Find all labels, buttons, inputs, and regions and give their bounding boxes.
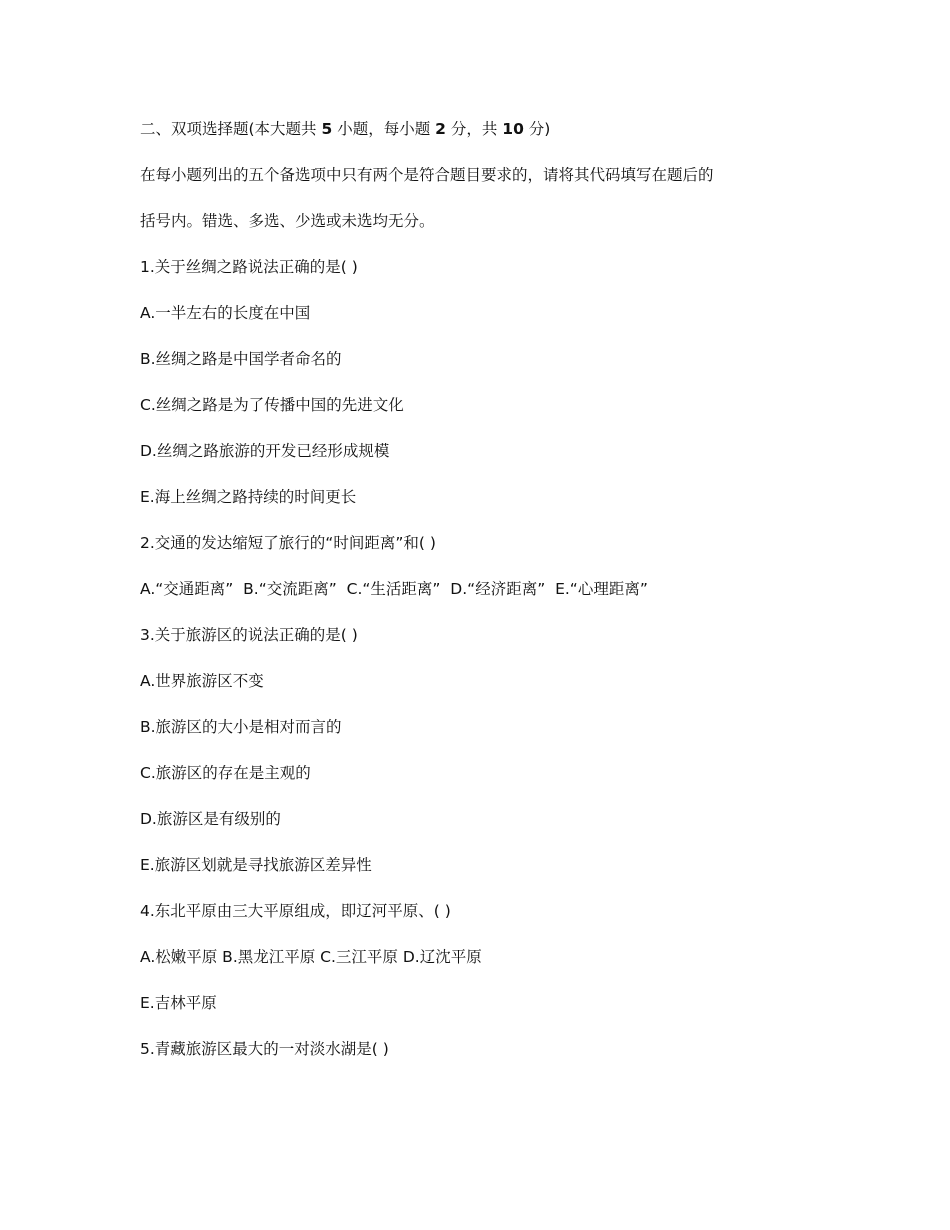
question-3-option-c: C.旅游区的存在是主观的 [140, 764, 311, 782]
question-4-option-e: E.吉林平原 [140, 994, 217, 1012]
question-1-option-b: B.丝绸之路是中国学者命名的 [140, 350, 342, 368]
question-4-options: A.松嫩平原 B.黑龙江平原 C.三江平原 D.辽沈平原 [140, 948, 482, 966]
question-5-stem: 5.青藏旅游区最大的一对淡水湖是( ) [140, 1040, 389, 1058]
section-instruction-line2: 括号内。错选、多选、少选或未选均无分。 [140, 212, 435, 230]
question-1-option-a: A.一半左右的长度在中国 [140, 304, 311, 322]
question-4-stem: 4.东北平原由三大平原组成，即辽河平原、( ) [140, 902, 451, 920]
question-1-option-c: C.丝绸之路是为了传播中国的先进文化 [140, 396, 404, 414]
question-1-option-d: D.丝绸之路旅游的开发已经形成规模 [140, 442, 390, 460]
section-points-total: 10 [502, 120, 524, 138]
question-3-option-b: B.旅游区的大小是相对而言的 [140, 718, 342, 736]
section-title-suffix: 分) [523, 120, 551, 138]
section-title-prefix: 二、双项选择题(本大题共 [140, 120, 322, 138]
document-content [140, 118, 810, 1084]
question-1-option-e: E.海上丝绸之路持续的时间更长 [140, 488, 357, 506]
question-2-stem: 2.交通的发达缩短了旅行的“时间距离”和( ) [140, 534, 436, 552]
section-instruction-line1: 在每小题列出的五个备选项中只有两个是符合题目要求的，请将其代码填写在题后的 [140, 166, 714, 184]
question-3-option-e: E.旅游区划就是寻找旅游区差异性 [140, 856, 372, 874]
question-2-options: A.“交通距离” B.“交流距离” C.“生活距离” D.“经济距离” E.“心理距离” [140, 580, 648, 598]
section-title-mid1: 小题，每小题 [332, 120, 436, 138]
section-title-mid2: 分，共 [445, 120, 503, 138]
section-points-each: 2 [435, 120, 446, 138]
question-1-stem: 1.关于丝绸之路说法正确的是( ) [140, 258, 358, 276]
question-3-option-a: A.世界旅游区不变 [140, 672, 264, 690]
question-3-stem: 3.关于旅游区的说法正确的是( ) [140, 626, 358, 644]
question-3-option-d: D.旅游区是有级别的 [140, 810, 281, 828]
section-question-count: 5 [321, 120, 333, 138]
section-title [140, 118, 810, 140]
